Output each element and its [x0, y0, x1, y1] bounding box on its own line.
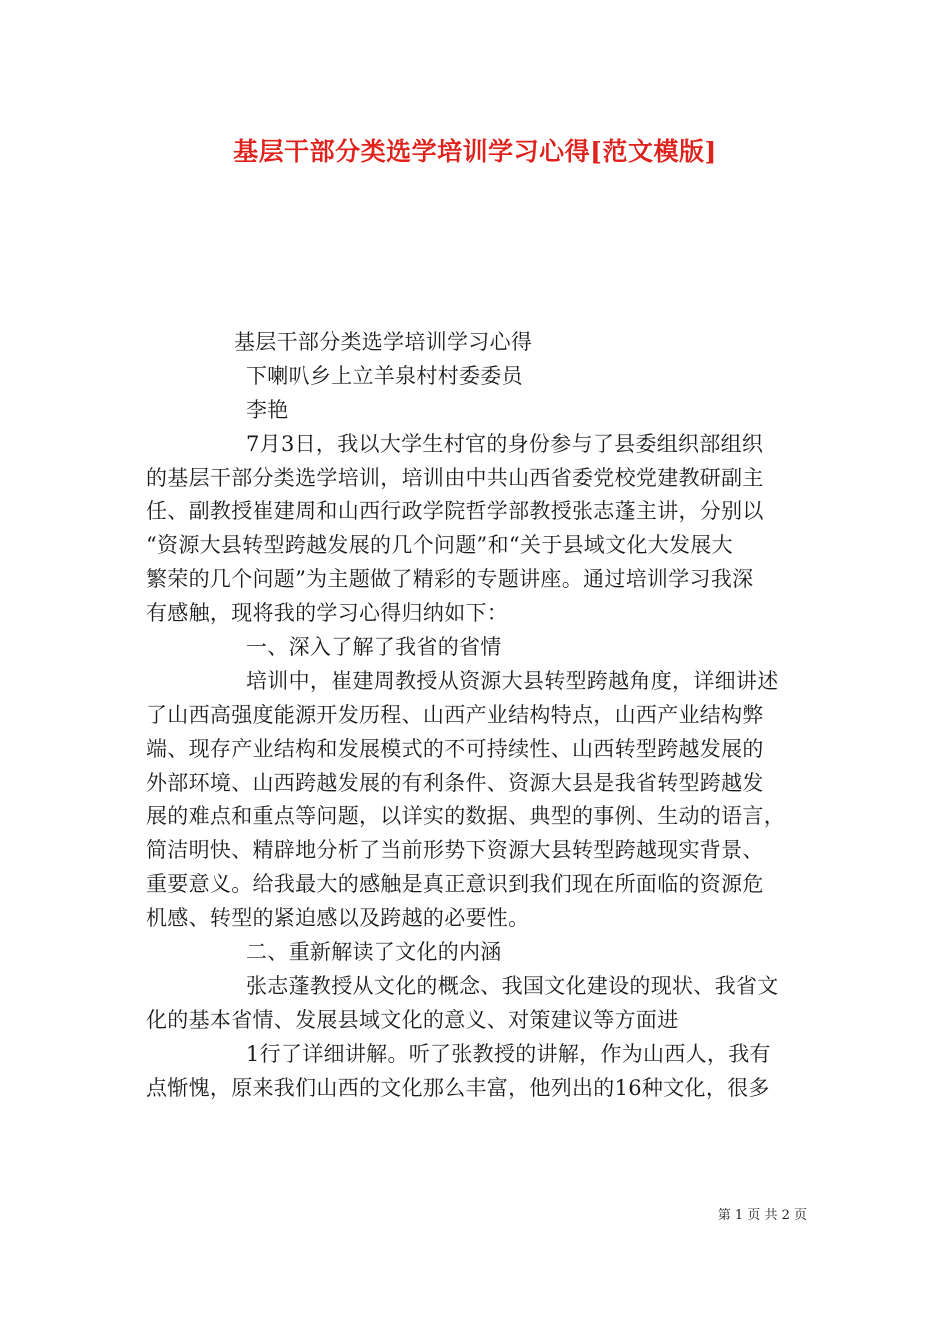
body-line: 的基层干部分类选学培训，培训由中共山西省委党校党建教研副主 — [146, 465, 764, 490]
page-number: 第 1 页 共 2 页 — [717, 1208, 807, 1223]
body-line: 简洁明快、精辟地分析了当前形势下资源大县转型跨越现实背景、 — [146, 838, 764, 863]
body-line: 基层干部分类选学培训学习心得 — [234, 330, 533, 354]
body-line: 二、重新解读了文化的内涵 — [246, 940, 502, 965]
body-line: “资源大县转型跨越发展的几个问题”和“关于县域文化大发展大 — [146, 533, 733, 558]
body-line: 展的难点和重点等问题，以详实的数据、典型的事例、生动的语言， — [146, 804, 785, 829]
document-body — [146, 326, 810, 1105]
body-line: 李艳 — [246, 397, 289, 422]
body-line: 繁荣的几个问题”为主题做了精彩的专题讲座。通过培训学习我深 — [146, 567, 754, 592]
body-line: 培训中，崔建周教授从资源大县转型跨越角度，详细讲述 — [246, 668, 779, 693]
document-title: 基层干部分类选学培训学习心得[范文模版] — [233, 137, 717, 166]
body-line: 重要意义。给我最大的感触是真正意识到我们现在所面临的资源危 — [146, 872, 764, 897]
body-line: 张志蓬教授从文化的概念、我国文化建设的现状、我省文 — [246, 973, 779, 998]
body-line: 点惭愧，原来我们山西的文化那么丰富，他列出的16种文化，很多 — [146, 1075, 770, 1100]
body-line: 1行了详细讲解。听了张教授的讲解，作为山西人，我有 — [246, 1041, 771, 1066]
body-line: 任、副教授崔建周和山西行政学院哲学部教授张志蓬主讲，分别以 — [146, 499, 764, 524]
body-line: 有感触，现将我的学习心得归纳如下： — [146, 601, 509, 626]
body-line: 端、现存产业结构和发展模式的不可持续性、山西转型跨越发展的 — [146, 736, 764, 761]
body-line: 了山西高强度能源开发历程、山西产业结构特点，山西产业结构弊 — [146, 702, 764, 727]
body-line: 化的基本省情、发展县域文化的意义、对策建议等方面进 — [146, 1007, 679, 1032]
body-line: 机感、转型的紧迫感以及跨越的必要性。 — [146, 906, 530, 931]
body-line: 外部环境、山西跨越发展的有利条件、资源大县是我省转型跨越发 — [146, 770, 764, 795]
body-line: 下喇叭乡上立羊泉村村委委员 — [246, 363, 523, 388]
body-line: 一、深入了解了我省的省情 — [246, 635, 502, 660]
body-line: 7月3日，我以大学生村官的身份参与了县委组织部组织 — [246, 431, 764, 456]
